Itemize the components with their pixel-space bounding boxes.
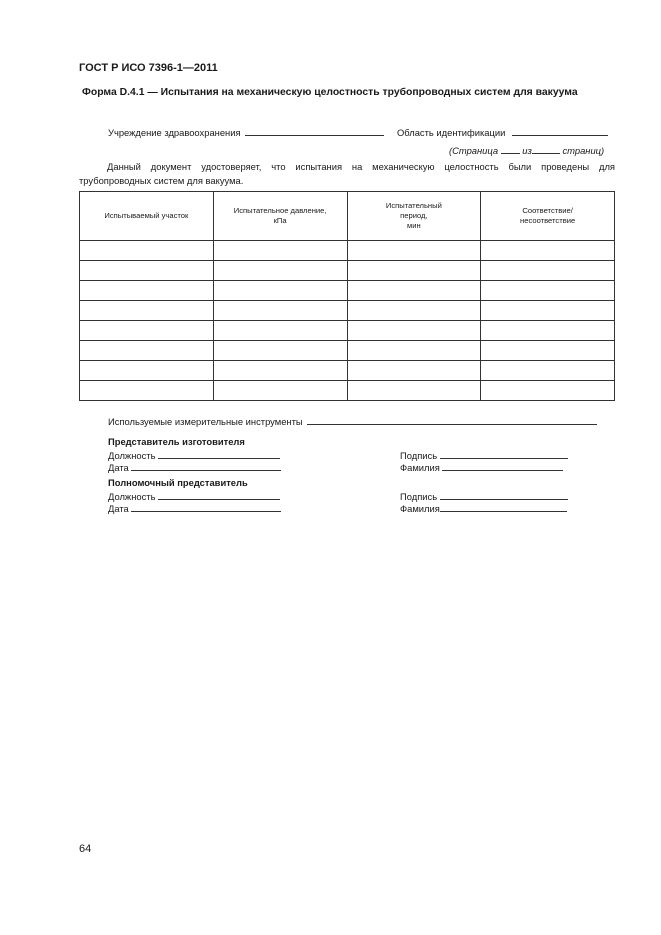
- manufacturer-surname-blank[interactable]: [442, 460, 563, 471]
- table-header-row: [80, 192, 615, 241]
- table-cell[interactable]: [347, 241, 481, 261]
- table-cell[interactable]: [347, 341, 481, 361]
- authorized-heading: Полномочный представитель: [108, 477, 248, 488]
- table-cell[interactable]: [481, 341, 615, 361]
- table-cell[interactable]: [80, 321, 214, 341]
- authorized-signature-label: Подпись: [400, 491, 438, 502]
- table-cell[interactable]: [481, 321, 615, 341]
- table-cell[interactable]: [347, 261, 481, 281]
- certification-paragraph: Данный документ удостоверяет, что испытания на механическую целостность были проведены для трубопроводных систем для вакуума.: [79, 161, 615, 186]
- table-cell[interactable]: [481, 361, 615, 381]
- table-cell[interactable]: [347, 321, 481, 341]
- authorized-date-blank[interactable]: [131, 501, 281, 512]
- healthcare-field: [108, 125, 384, 138]
- manufacturer-position-label: Должность: [108, 450, 156, 461]
- header-test-pressure: Испытательное давление, кПа: [213, 192, 347, 241]
- table-cell[interactable]: [481, 301, 615, 321]
- table-cell[interactable]: [213, 281, 347, 301]
- form-title: Форма D.4.1 — Испытания на механическую целостность трубопроводных систем для вакуума: [82, 87, 578, 98]
- table-row: [80, 301, 615, 321]
- authorized-position-label: Должность: [108, 491, 156, 502]
- identification-field: [397, 125, 608, 138]
- authorized-date-field: [108, 501, 281, 514]
- healthcare-label: Учреждение здравоохранения: [108, 127, 241, 138]
- table-cell[interactable]: [213, 321, 347, 341]
- authorized-date-label: Дата: [108, 503, 129, 514]
- manufacturer-date-label: Дата: [108, 462, 129, 473]
- table-row: [80, 341, 615, 361]
- authorized-surname-label: Фамилия: [400, 503, 440, 514]
- page-number-blank[interactable]: [501, 143, 520, 154]
- table-cell[interactable]: [213, 341, 347, 361]
- table-row: [80, 381, 615, 401]
- table-cell[interactable]: [80, 361, 214, 381]
- identification-label: Область идентификации: [397, 127, 506, 138]
- manufacturer-surname-field: [400, 460, 563, 473]
- table-cell[interactable]: [213, 381, 347, 401]
- table-row: [80, 261, 615, 281]
- manufacturer-heading: Представитель изготовителя: [108, 436, 245, 447]
- authorized-signature-blank[interactable]: [440, 489, 568, 500]
- table-cell[interactable]: [80, 301, 214, 321]
- manufacturer-surname-label: Фамилия: [400, 462, 440, 473]
- authorized-surname-blank[interactable]: [440, 501, 567, 512]
- page-number: 64: [79, 843, 92, 855]
- table-cell[interactable]: [213, 241, 347, 261]
- table-cell[interactable]: [347, 381, 481, 401]
- manufacturer-signature-label: Подпись: [400, 450, 438, 461]
- table-row: [80, 361, 615, 381]
- manufacturer-date-field: [108, 460, 281, 473]
- table-cell[interactable]: [80, 281, 214, 301]
- page-open-label: (Страница: [449, 145, 499, 156]
- instruments-blank[interactable]: [307, 414, 597, 425]
- table-row: [80, 321, 615, 341]
- table-body: [80, 241, 615, 401]
- manufacturer-date-blank[interactable]: [131, 460, 281, 471]
- manufacturer-signature-blank[interactable]: [440, 448, 568, 459]
- instruments-label: Используемые измерительные инструменты: [108, 416, 303, 427]
- table-cell[interactable]: [80, 241, 214, 261]
- manufacturer-position-blank[interactable]: [158, 448, 280, 459]
- authorized-surname-field: [400, 501, 567, 514]
- header-test-section: Испытываемый участок: [80, 192, 214, 241]
- page-total-blank[interactable]: [532, 143, 560, 154]
- table-cell[interactable]: [481, 381, 615, 401]
- table-cell[interactable]: [213, 301, 347, 321]
- table-cell[interactable]: [347, 281, 481, 301]
- authorized-position-blank[interactable]: [158, 489, 280, 500]
- table-row: [80, 281, 615, 301]
- table-cell[interactable]: [80, 261, 214, 281]
- table-cell[interactable]: [80, 341, 214, 361]
- standard-title: ГОСТ Р ИСО 7396-1—2011: [79, 62, 218, 74]
- header-compliance: Соответствие/ несоответствие: [481, 192, 615, 241]
- instruments-field: [108, 414, 597, 427]
- table-cell[interactable]: [347, 301, 481, 321]
- table-cell[interactable]: [213, 361, 347, 381]
- table-cell[interactable]: [481, 261, 615, 281]
- table-cell[interactable]: [481, 281, 615, 301]
- table-cell[interactable]: [80, 381, 214, 401]
- table-cell[interactable]: [347, 361, 481, 381]
- table-cell[interactable]: [213, 261, 347, 281]
- page-count-field: [449, 143, 604, 156]
- page-of-label: из: [522, 145, 532, 156]
- table-row: [80, 241, 615, 261]
- page-close-label: страниц): [562, 145, 605, 156]
- test-results-table: [79, 191, 615, 401]
- identification-blank[interactable]: [512, 125, 608, 136]
- table-cell[interactable]: [481, 241, 615, 261]
- healthcare-blank[interactable]: [245, 125, 384, 136]
- header-test-period: Испытательный период, мин: [347, 192, 481, 241]
